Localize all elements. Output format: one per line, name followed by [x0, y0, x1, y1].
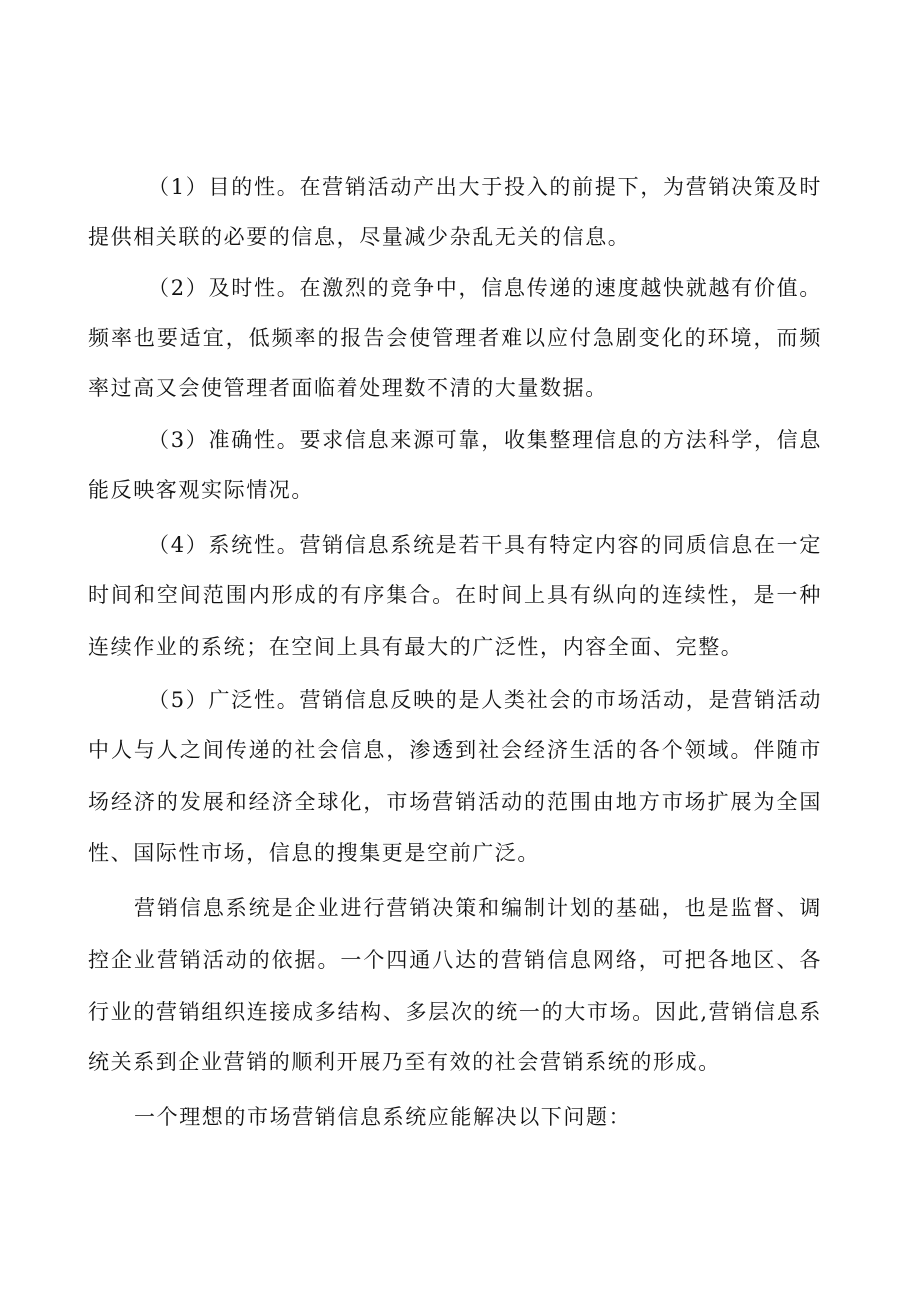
- text-line: 提供相关联的必要的信息，尽量减少杂乱无关的信息。: [88, 225, 631, 249]
- text-line: 统关系到企业营销的顺利开展乃至有效的社会营销系统的形成。: [88, 1050, 721, 1074]
- text-line: （2）及时性。在激烈的竞争中，信息传递的速度越快就越有价值。: [148, 276, 822, 300]
- text-line: 能反映客观实际情况。: [88, 478, 314, 502]
- text-line: 性、国际性市场，信息的搜集更是空前广泛。: [88, 841, 540, 865]
- text-line: 行业的营销组织连接成多结构、多层次的统一的大市场。因此,营销信息系: [88, 1000, 822, 1024]
- text-line: 连续作业的系统；在空间上具有最大的广泛性，内容全面、完整。: [88, 635, 744, 659]
- text-line: 营销信息系统是企业进行营销决策和编制计划的基础，也是监督、调: [134, 896, 822, 920]
- text-line: 频率也要适宜，低频率的报告会使管理者难以应付急剧变化的环境，而频: [88, 326, 822, 350]
- text-line: 中人与人之间传递的社会信息，渗透到社会经济生活的各个领域。伴随市: [88, 738, 822, 762]
- text-line: 场经济的发展和经济全球化，市场营销活动的范围由地方市场扩展为全国: [88, 790, 822, 814]
- text-line: （5）广泛性。营销信息反映的是人类社会的市场活动，是营销活动: [148, 688, 822, 712]
- text-line: 控企业营销活动的依据。一个四通八达的营销信息网络，可把各地区、各: [88, 948, 822, 972]
- text-line: （4）系统性。营销信息系统是若干具有特定内容的同质信息在一定: [148, 533, 822, 557]
- text-line: 率过高又会使管理者面临着处理数不清的大量数据。: [88, 376, 608, 400]
- text-line: （1）目的性。在营销活动产出大于投入的前提下，为营销决策及时: [148, 175, 822, 199]
- text-line: 时间和空间范围内形成的有序集合。在时间上具有纵向的连续性，是一种: [88, 583, 822, 607]
- text-line: （3）准确性。要求信息来源可靠，收集整理信息的方法科学，信息: [148, 428, 822, 452]
- text-line: 一个理想的市场营销信息系统应能解决以下问题：: [134, 1105, 632, 1129]
